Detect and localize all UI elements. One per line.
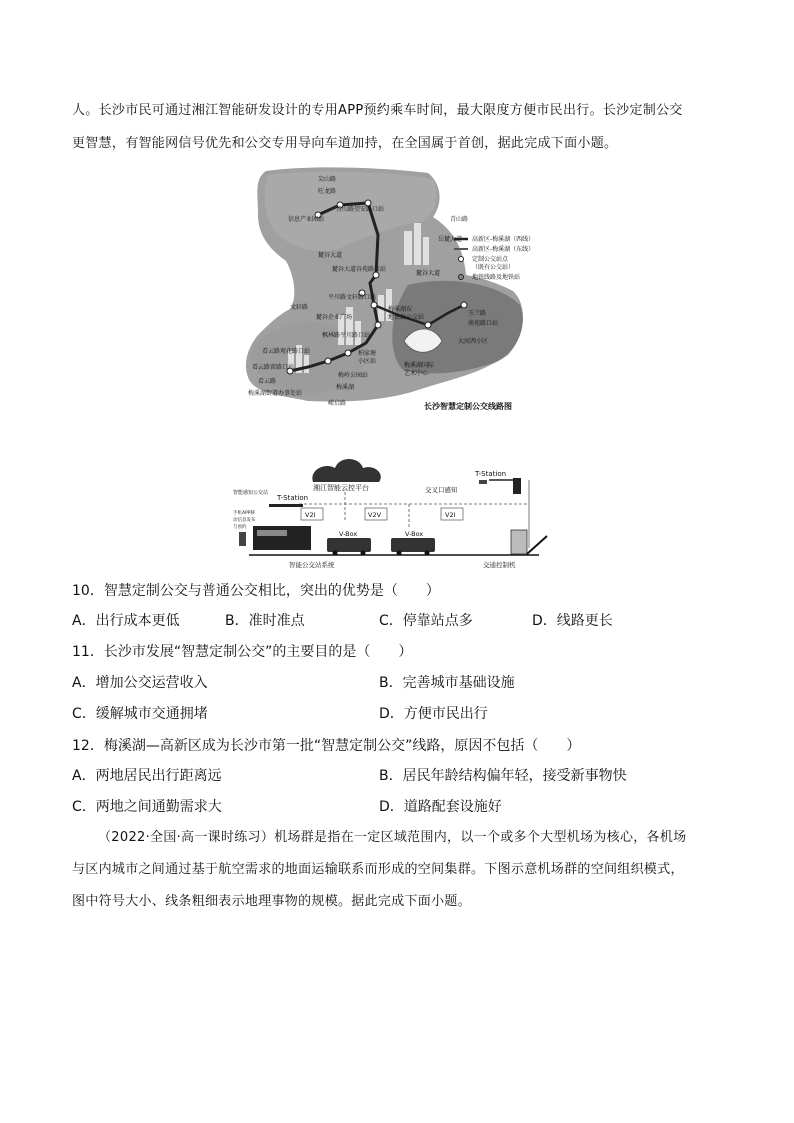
legend-metro: 地铁线路及地铁站 [472, 274, 521, 281]
map-label: 麓谷大道谷苑路口站 [332, 266, 387, 273]
bus-2 [391, 538, 435, 556]
q12-option-d[interactable]: D．道路配套设施好 [379, 799, 502, 815]
q12-option-a[interactable]: A．两地居民出行距离远 [72, 768, 222, 784]
map-label: 嵘启路 [328, 400, 347, 407]
bus-1 [327, 538, 371, 556]
map-label: 梅溪湖东 [388, 306, 413, 313]
legend-west-line: 高新区-梅溪湖（西线） [472, 236, 535, 243]
q11-option-d[interactable]: D．方便市民出行 [379, 706, 488, 722]
intro-line-1: 人。长沙市民可通过湘江智能研发设计的专用APP预约乘车时间，最大限度方便市民出行。长沙定制公交 [72, 103, 683, 118]
map-label: 地铁站公交站 [388, 314, 425, 321]
map-label: 麓谷大道 [318, 252, 343, 259]
passage2-line-2: 与区内城市之间通过基于航空需求的地面运输联系而形成的空间集群。下图示意机场群的空间组织模式， [72, 862, 684, 877]
app-note-1: 手机APP移 [233, 511, 256, 516]
traffic-light-icon [513, 478, 521, 494]
map-label: 青山路 [450, 216, 469, 223]
q10-option-c[interactable]: C．停靠站点多 [379, 613, 473, 629]
app-note-3: 与预约 [233, 525, 247, 530]
map-label: 文轩路 [290, 304, 309, 311]
left-system-label: 智能公交站系统 [289, 561, 335, 569]
map-label: 麓谷企业广场 [316, 314, 353, 321]
intro-line-2: 更智慧，有智能网信号优先和公交专用导向车道加持，在全国属于首创，据此完成下面小题。 [72, 136, 618, 151]
legend-stop-note: （既有公交站） [472, 264, 515, 271]
v2i-right-label: V2I [445, 511, 456, 519]
station-board [253, 526, 311, 550]
map-label: 梅溪湖 [336, 384, 355, 391]
map-label: 玉兰路 [468, 310, 487, 317]
q12-option-c[interactable]: C．两地之间通勤需求大 [72, 799, 222, 815]
q11-option-c[interactable]: C．缓解城市交通拥堵 [72, 706, 208, 722]
question-11-stem: 11．长沙市发展“智慧定制公交”的主要目的是（ ） [72, 644, 413, 660]
intersection-label: 交叉口感知 [425, 486, 458, 494]
map-label: 麓谷大道 [416, 270, 441, 277]
traffic-controller-icon [511, 530, 527, 554]
cloud-icon [312, 459, 380, 482]
map-label: 岳麓大道 [438, 236, 463, 243]
q10-option-a[interactable]: A．出行成本更低 [72, 613, 180, 629]
q11-option-a[interactable]: A．增加公交运营收入 [72, 675, 208, 691]
map-label: 看云路雷路口站 [252, 364, 295, 371]
q10-option-d[interactable]: D．线路更长 [532, 613, 613, 629]
t-station-left-label: T-Station [277, 494, 309, 502]
map-caption: 长沙智慧定制公交线路图 [424, 402, 512, 411]
q12-option-b[interactable]: B．居民年龄结构偏年轻，接受新事物快 [379, 768, 627, 784]
map-label: 看云路观花路口站 [262, 348, 311, 355]
map-label: 尖山路 [318, 176, 337, 183]
intro-paragraph [72, 94, 732, 160]
map-label: 看云路 [258, 378, 277, 385]
legend-east-line: 高新区-梅溪湖（东线） [472, 246, 535, 253]
v2i-left-label: V2I [305, 511, 316, 519]
map-label: 梅溪湖国际 [404, 362, 435, 369]
phone-icon [239, 532, 246, 546]
question-10-stem: 10．智慧定制公交与普通公交相比，突出的优势是（ ） [72, 583, 440, 599]
q11-option-b[interactable]: B．完善城市基础设施 [379, 675, 515, 691]
question-12-stem: 12．梅溪湖—高新区成为长沙市第一批“智慧定制公交”线路，原因不包括（ ） [72, 738, 581, 754]
cloud-platform-label: 湘江智能云控平台 [313, 484, 369, 492]
sensor-station-label: 智能感知公交站 [233, 490, 269, 496]
bus-route-map [228, 165, 562, 413]
map-label: 柏家塘 [358, 350, 377, 357]
map-label: 小区站 [358, 358, 377, 365]
map-label: 青山路望安路口站 [336, 206, 385, 213]
map-label: 旺龙路 [318, 188, 337, 195]
vbox2-label: V-Box [405, 530, 424, 538]
camera-icon [479, 480, 487, 484]
map-label: 枫林路平川路口站 [322, 332, 371, 339]
smart-bus-system-diagram [229, 448, 563, 572]
app-note-2: 动信息发布 [233, 518, 256, 523]
map-label: 梅溪湖街道办事处站 [248, 390, 303, 397]
station-shelter [269, 504, 303, 507]
map-label: 平川路文轩路口站 [328, 294, 377, 301]
map-legend [454, 235, 534, 281]
passage2-line-1: （2022·全国·高一课时练习）机场群是指在一定区域范围内，以一个或多个大型机场为核心，各机场 [98, 830, 687, 845]
map-label: 大河西小区 [458, 338, 489, 345]
legend-stop: 定制公交站点 [472, 256, 509, 263]
controller-label: 交通控制机 [483, 561, 516, 569]
map-lower-lobe [392, 281, 522, 374]
map-label: 信息产业园站 [288, 216, 325, 223]
passage2-line-3: 图中符号大小、线条粗细表示地理事物的规模。据此完成下面小题。 [72, 894, 472, 909]
vbox1-label: V-Box [339, 530, 358, 538]
map-label: 艺术中心 [404, 370, 429, 377]
v2v-label: V2V [368, 511, 382, 519]
q10-option-b[interactable]: B．准时准点 [225, 613, 305, 629]
t-station-right-label: T-Station [475, 470, 507, 478]
airport-cluster-passage [72, 822, 732, 918]
map-label: 梅岭公园站 [338, 372, 369, 379]
map-label: 南苑路口站 [468, 320, 499, 327]
